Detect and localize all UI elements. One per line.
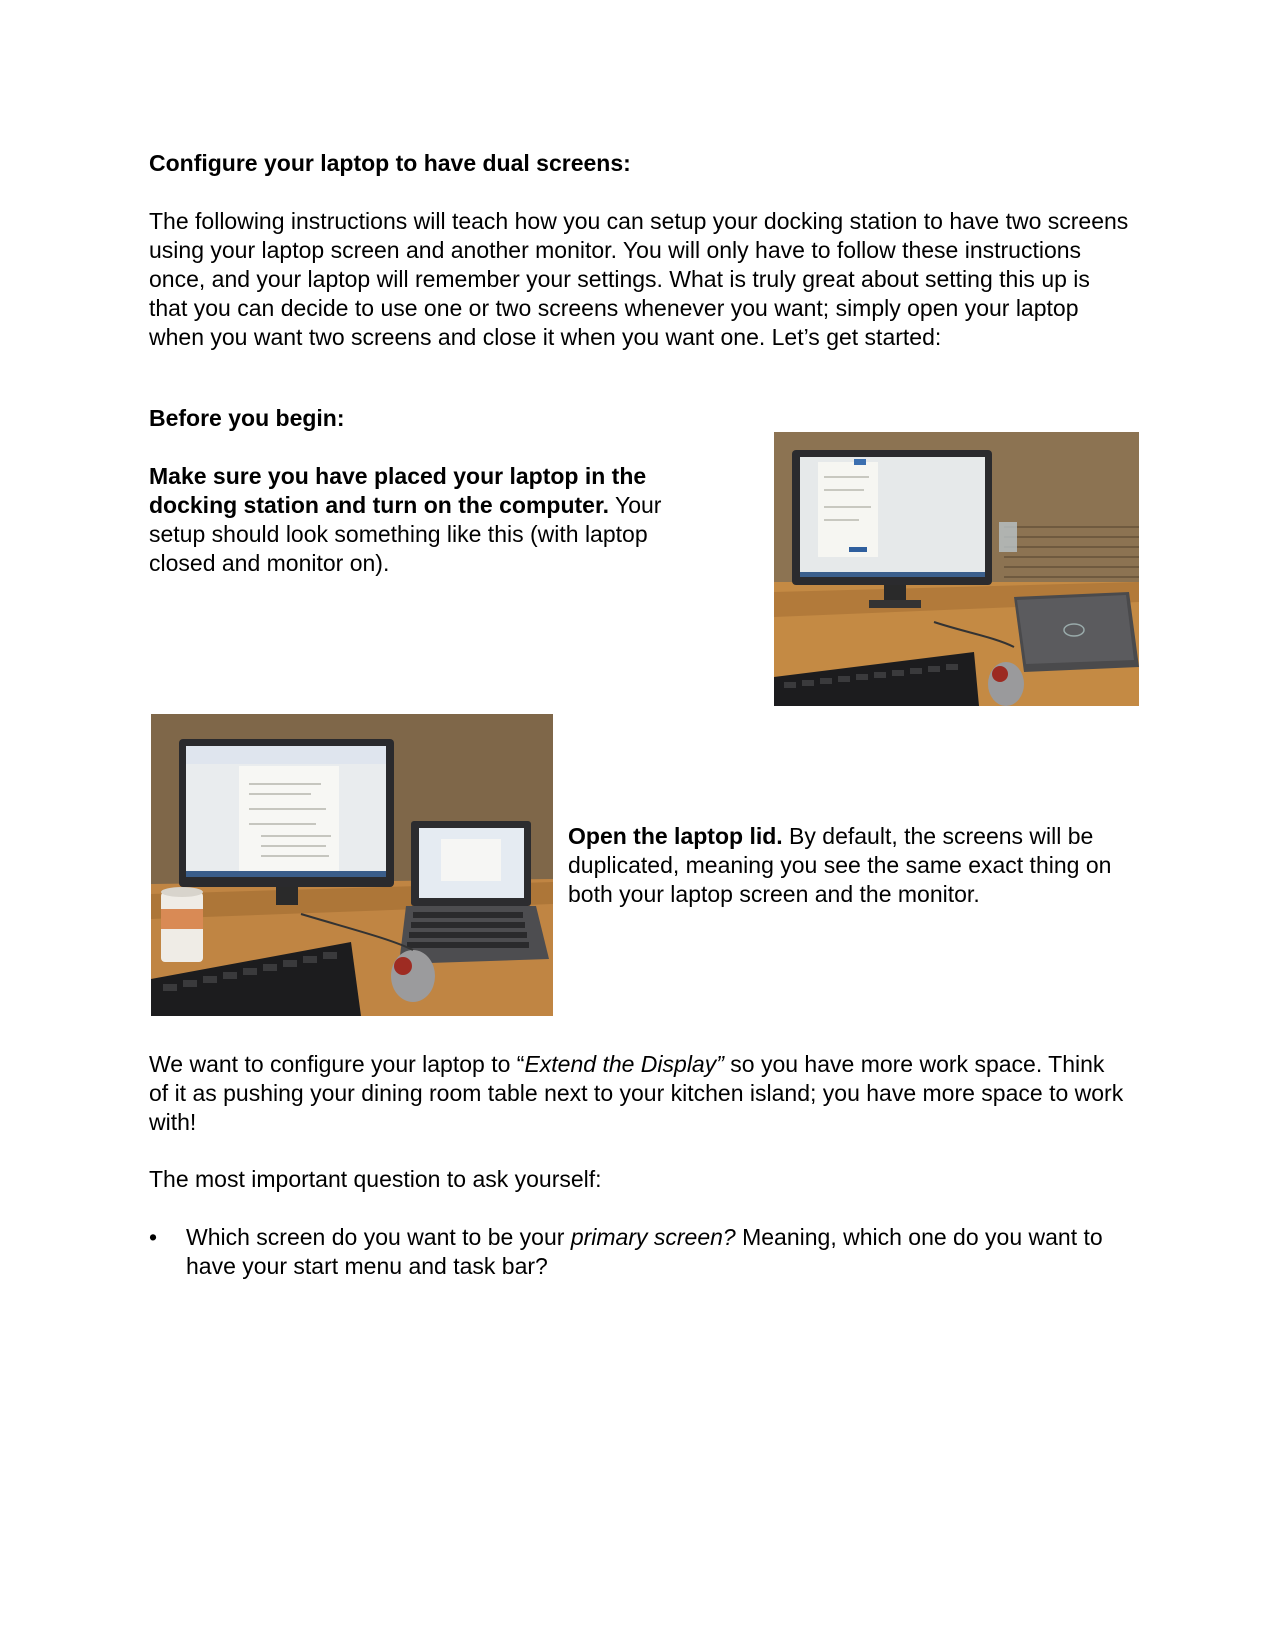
step2-bold: Open the laptop lid. (568, 823, 783, 849)
step1-bold: Make sure you have placed your laptop in the docking station and turn on the computer. (149, 463, 647, 518)
page-heading: Configure your laptop to have dual screens: (149, 150, 631, 176)
step2-rest: By default, the screens will be duplicated, meaning you see the same exact thing on both your laptop screen and the monitor. (568, 823, 1112, 907)
photo-laptop-open (151, 714, 553, 1016)
bullet-post: Meaning, which one do you want to have your start menu and task bar? (186, 1224, 1103, 1279)
before-heading: Before you begin: (149, 405, 345, 431)
extend-paragraph (149, 1050, 1129, 1137)
extend-post: so you have more work space. Think of it as pushing your dining room table next to your kitchen island; you have more space to work with! (149, 1051, 1124, 1135)
step1-rest: Your setup should look something like this (with laptop closed and monitor on). (149, 492, 662, 576)
photo-laptop-closed (774, 432, 1139, 706)
step2-paragraph (568, 822, 1128, 909)
question-intro: The most important question to ask yourself: (149, 1166, 602, 1192)
bullet-symbol: • (149, 1224, 158, 1250)
step1-paragraph (149, 462, 709, 578)
extend-italic: Extend the Display” (524, 1051, 724, 1077)
bullet-pre: Which screen do you want to be your (186, 1224, 571, 1250)
bullet-italic: primary screen? (570, 1224, 736, 1250)
bullet-text (186, 1223, 1126, 1281)
intro-paragraph: The following instructions will teach how you can setup your docking station to have two screens using your laptop screen and another monitor. You will only have to follow these instructions once, and your laptop will remember your settings. What is truly great about setting this up is that you can decide to use one or two screens whenever you want; simply open your laptop when you want two screens and close it when you want one. Let’s get started: (149, 208, 1129, 350)
bullet-item (149, 1223, 1129, 1283)
photo-laptop-closed-image (774, 432, 1139, 706)
extend-pre: We want to configure your laptop to “ (149, 1051, 525, 1077)
photo-laptop-open-image (151, 714, 553, 1016)
